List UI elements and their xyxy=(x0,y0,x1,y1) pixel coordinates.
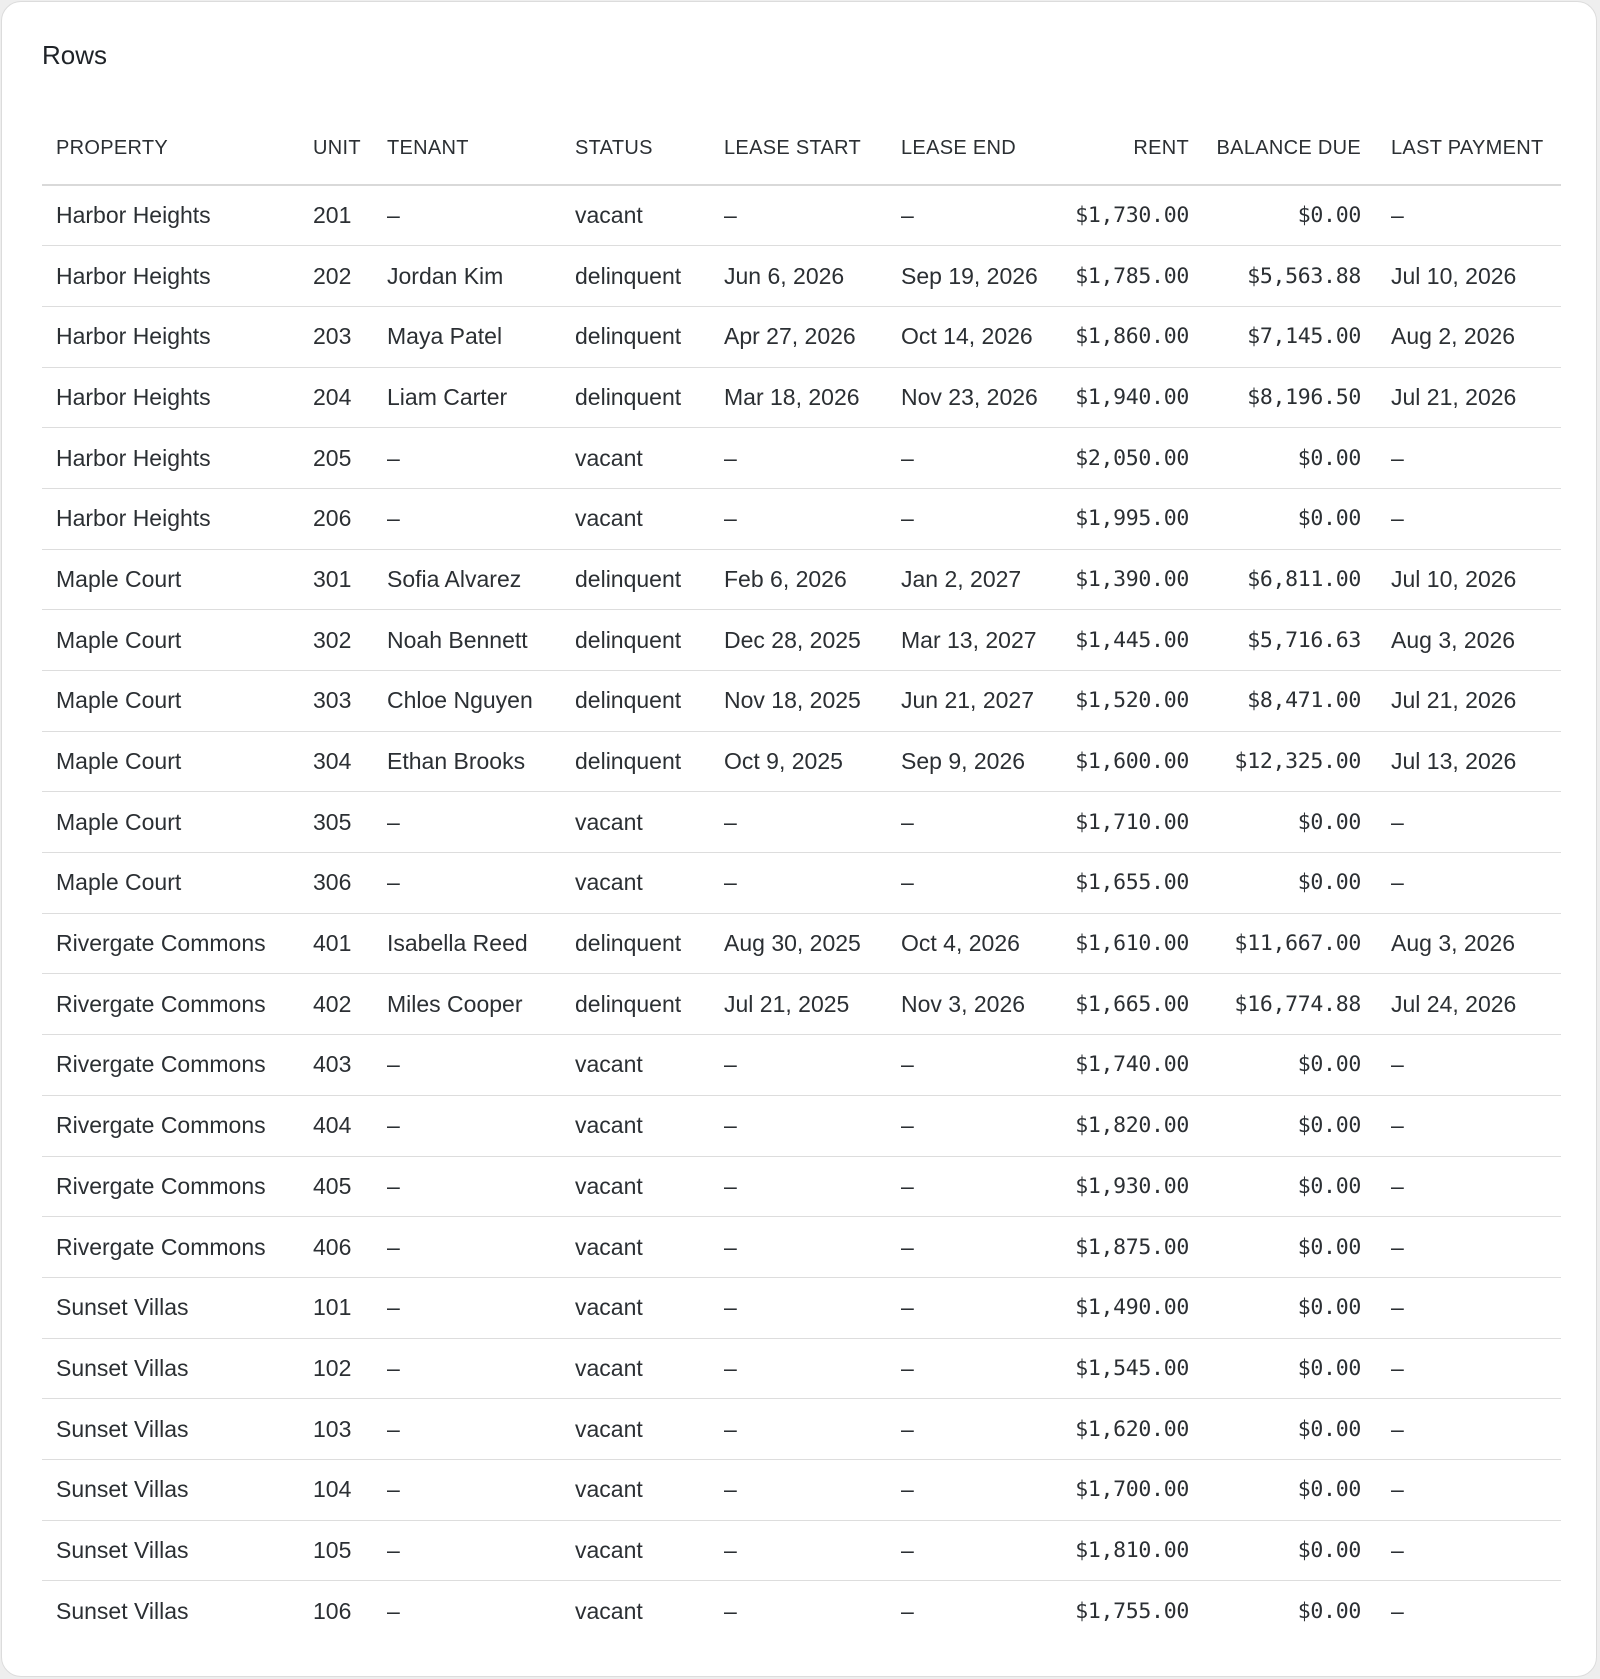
cell-lease-end: – xyxy=(887,1095,1064,1156)
cell-last-payment: Aug 2, 2026 xyxy=(1365,306,1561,367)
cell-rent: $1,600.00 xyxy=(1064,731,1193,792)
cell-status: delinquent xyxy=(561,246,710,307)
cell-balance-due: $0.00 xyxy=(1193,488,1365,549)
cell-last-payment: Jul 21, 2026 xyxy=(1365,671,1561,732)
cell-property: Sunset Villas xyxy=(42,1338,299,1399)
cell-unit: 104 xyxy=(299,1459,373,1520)
cell-rent: $1,665.00 xyxy=(1064,974,1193,1035)
cell-balance-due: $0.00 xyxy=(1193,1277,1365,1338)
cell-property: Maple Court xyxy=(42,549,299,610)
cell-rent: $1,710.00 xyxy=(1064,792,1193,853)
cell-property: Harbor Heights xyxy=(42,428,299,489)
cell-status: delinquent xyxy=(561,367,710,428)
cell-lease-start: Jun 6, 2026 xyxy=(710,246,887,307)
cell-lease-end: Mar 13, 2027 xyxy=(887,610,1064,671)
cell-lease-end: Sep 19, 2026 xyxy=(887,246,1064,307)
cell-lease-start: Feb 6, 2026 xyxy=(710,549,887,610)
cell-lease-end: Jun 21, 2027 xyxy=(887,671,1064,732)
cell-lease-start: – xyxy=(710,1095,887,1156)
cell-balance-due: $0.00 xyxy=(1193,1035,1365,1096)
cell-unit: 402 xyxy=(299,974,373,1035)
column-header-property[interactable]: PROPERTY xyxy=(42,113,299,185)
column-header-last-payment[interactable]: LAST PAYMENT xyxy=(1365,113,1561,185)
cell-unit: 301 xyxy=(299,549,373,610)
table-row[interactable] xyxy=(42,488,1561,549)
cell-tenant: Chloe Nguyen xyxy=(373,671,561,732)
cell-tenant: – xyxy=(373,1520,561,1581)
cell-tenant: – xyxy=(373,1035,561,1096)
table-row[interactable] xyxy=(42,306,1561,367)
cell-unit: 405 xyxy=(299,1156,373,1217)
cell-rent: $1,810.00 xyxy=(1064,1520,1193,1581)
cell-property: Sunset Villas xyxy=(42,1520,299,1581)
cell-tenant: – xyxy=(373,1399,561,1460)
cell-lease-end: – xyxy=(901,1597,914,1624)
cell-balance-due: $8,196.50 xyxy=(1193,367,1365,428)
table-row[interactable] xyxy=(42,1035,1561,1096)
cell-lease-start: – xyxy=(710,1035,887,1096)
table-row[interactable] xyxy=(42,974,1561,1035)
cell-tenant: – xyxy=(387,1597,400,1624)
cell-last-payment: – xyxy=(1365,428,1561,489)
cell-tenant: Sofia Alvarez xyxy=(373,549,561,610)
cell-lease-start: – xyxy=(710,1217,887,1278)
table-row[interactable] xyxy=(42,853,1561,914)
cell-rent: $1,740.00 xyxy=(1064,1035,1193,1096)
cell-lease-end: Oct 4, 2026 xyxy=(887,913,1064,974)
cell-property: Harbor Heights xyxy=(42,306,299,367)
cell-last-payment: – xyxy=(1365,488,1561,549)
cell-last-payment: – xyxy=(1365,1277,1561,1338)
column-header-unit[interactable]: UNIT xyxy=(299,113,373,185)
cell-property: Harbor Heights xyxy=(42,246,299,307)
cell-lease-start: Dec 28, 2025 xyxy=(710,610,887,671)
cell-tenant: – xyxy=(373,488,561,549)
cell-property: Maple Court xyxy=(42,671,299,732)
cell-tenant: – xyxy=(373,853,561,914)
cell-unit: 102 xyxy=(299,1338,373,1399)
table-row[interactable] xyxy=(42,1581,1561,1642)
table-row[interactable] xyxy=(42,1217,1561,1278)
cell-property: Sunset Villas xyxy=(42,1399,299,1460)
cell-tenant: – xyxy=(373,1338,561,1399)
cell-status: vacant xyxy=(561,1399,710,1460)
cell-lease-start: Jul 21, 2025 xyxy=(710,974,887,1035)
cell-unit: 401 xyxy=(299,913,373,974)
cell-tenant: Jordan Kim xyxy=(373,246,561,307)
cell-balance-due: $7,145.00 xyxy=(1193,306,1365,367)
cell-lease-end: – xyxy=(887,1217,1064,1278)
cell-rent: $1,520.00 xyxy=(1064,671,1193,732)
cell-status: delinquent xyxy=(561,974,710,1035)
cell-status: delinquent xyxy=(561,731,710,792)
cell-last-payment: – xyxy=(1365,853,1561,914)
cell-balance-due: $0.00 xyxy=(1193,1095,1365,1156)
cell-unit: 206 xyxy=(299,488,373,549)
cell-lease-start: – xyxy=(710,185,887,246)
cell-lease-start: Nov 18, 2025 xyxy=(710,671,887,732)
cell-unit: 101 xyxy=(299,1277,373,1338)
cell-status: delinquent xyxy=(561,913,710,974)
cell-balance-due: $16,774.88 xyxy=(1193,974,1365,1035)
cell-balance-due: $0.00 xyxy=(1193,1459,1365,1520)
table-row[interactable] xyxy=(42,246,1561,307)
table-row[interactable] xyxy=(42,185,1561,246)
cell-status: vacant xyxy=(561,1277,710,1338)
cell-property: Maple Court xyxy=(42,853,299,914)
cell-tenant: – xyxy=(373,428,561,489)
cell-unit: 203 xyxy=(299,306,373,367)
cell-lease-start: – xyxy=(710,1156,887,1217)
table-row[interactable] xyxy=(42,428,1561,489)
cell-lease-end: Nov 23, 2026 xyxy=(887,367,1064,428)
cell-status: delinquent xyxy=(561,671,710,732)
cell-lease-start: Mar 18, 2026 xyxy=(710,367,887,428)
cell-balance-due: $0.00 xyxy=(1193,428,1365,489)
table-row[interactable] xyxy=(42,792,1561,853)
cell-last-payment: – xyxy=(1365,1399,1561,1460)
cell-rent: $1,875.00 xyxy=(1064,1217,1193,1278)
cell-lease-start: – xyxy=(710,428,887,489)
cell-tenant: Isabella Reed xyxy=(373,913,561,974)
cell-lease-end: Oct 14, 2026 xyxy=(887,306,1064,367)
cell-lease-end: – xyxy=(887,488,1064,549)
cell-lease-start: – xyxy=(724,1597,737,1624)
cell-tenant: Liam Carter xyxy=(373,367,561,428)
cell-last-payment: Aug 3, 2026 xyxy=(1365,610,1561,671)
column-header-status[interactable]: STATUS xyxy=(561,113,710,185)
cell-rent: $2,050.00 xyxy=(1064,428,1193,489)
cell-last-payment: Jul 10, 2026 xyxy=(1365,549,1561,610)
table-row[interactable] xyxy=(42,671,1561,732)
cell-status: vacant xyxy=(561,1338,710,1399)
cell-lease-end: – xyxy=(887,185,1064,246)
cell-unit: 403 xyxy=(299,1035,373,1096)
cell-status: vacant xyxy=(575,1597,643,1624)
cell-tenant: – xyxy=(373,1217,561,1278)
cell-tenant: Noah Bennett xyxy=(373,610,561,671)
table-row[interactable] xyxy=(42,610,1561,671)
cell-status: delinquent xyxy=(561,549,710,610)
cell-rent: $1,785.00 xyxy=(1064,246,1193,307)
table-body xyxy=(42,185,1561,1642)
cell-property: Sunset Villas xyxy=(42,1459,299,1520)
cell-balance-due: $5,563.88 xyxy=(1193,246,1365,307)
cell-status: delinquent xyxy=(561,306,710,367)
column-header-balance-due[interactable]: BALANCE DUE xyxy=(1193,113,1365,185)
cell-lease-end: – xyxy=(887,1156,1064,1217)
cell-unit: 406 xyxy=(299,1217,373,1278)
cell-unit: 103 xyxy=(299,1399,373,1460)
cell-lease-end: – xyxy=(887,1338,1064,1399)
cell-unit: 305 xyxy=(299,792,373,853)
cell-unit: 106 xyxy=(313,1597,352,1624)
cell-unit: 302 xyxy=(299,610,373,671)
column-header-lease-start[interactable]: LEASE START xyxy=(710,113,887,185)
cell-last-payment: – xyxy=(1365,1338,1561,1399)
cell-last-payment: Jul 10, 2026 xyxy=(1365,246,1561,307)
cell-balance-due: $0.00 xyxy=(1193,1156,1365,1217)
cell-last-payment: – xyxy=(1365,1156,1561,1217)
cell-unit: 303 xyxy=(299,671,373,732)
cell-tenant: Ethan Brooks xyxy=(373,731,561,792)
cell-tenant: – xyxy=(373,185,561,246)
cell-balance-due: $0.00 xyxy=(1193,1338,1365,1399)
cell-last-payment: – xyxy=(1365,1520,1561,1581)
cell-last-payment: – xyxy=(1391,1597,1404,1624)
table-row[interactable] xyxy=(42,367,1561,428)
table-row[interactable] xyxy=(42,1459,1561,1520)
cell-lease-end: Jan 2, 2027 xyxy=(887,549,1064,610)
table-row[interactable] xyxy=(42,1156,1561,1217)
cell-last-payment: Jul 13, 2026 xyxy=(1365,731,1561,792)
cell-status: vacant xyxy=(561,428,710,489)
cell-last-payment: Aug 3, 2026 xyxy=(1365,913,1561,974)
cell-status: vacant xyxy=(561,1459,710,1520)
cell-balance-due: $8,471.00 xyxy=(1193,671,1365,732)
cell-lease-end: – xyxy=(887,1399,1064,1460)
cell-rent: $1,700.00 xyxy=(1064,1459,1193,1520)
table-row[interactable] xyxy=(42,731,1561,792)
cell-unit: 404 xyxy=(299,1095,373,1156)
cell-tenant: – xyxy=(373,1277,561,1338)
cell-lease-start: – xyxy=(710,853,887,914)
table-row[interactable] xyxy=(42,1095,1561,1156)
cell-last-payment: – xyxy=(1365,185,1561,246)
cell-lease-end: – xyxy=(887,853,1064,914)
cell-property: Rivergate Commons xyxy=(42,1156,299,1217)
cell-last-payment: – xyxy=(1365,1035,1561,1096)
cell-rent: $1,610.00 xyxy=(1064,913,1193,974)
cell-status: vacant xyxy=(561,185,710,246)
cell-rent: $1,860.00 xyxy=(1064,306,1193,367)
cell-lease-end: – xyxy=(887,1520,1064,1581)
cell-last-payment: – xyxy=(1365,792,1561,853)
cell-property: Rivergate Commons xyxy=(42,1035,299,1096)
cell-status: vacant xyxy=(561,1520,710,1581)
cell-status: delinquent xyxy=(561,610,710,671)
cell-property: Maple Court xyxy=(42,610,299,671)
cell-balance-due: $0.00 xyxy=(1193,1217,1365,1278)
cell-balance-due: $0.00 xyxy=(1193,1399,1365,1460)
cell-lease-start: – xyxy=(710,488,887,549)
table-header-row xyxy=(42,113,1561,185)
cell-unit: 304 xyxy=(299,731,373,792)
cell-property: Harbor Heights xyxy=(42,488,299,549)
cell-status: vacant xyxy=(561,1035,710,1096)
cell-rent: $1,490.00 xyxy=(1064,1277,1193,1338)
cell-rent: $1,445.00 xyxy=(1064,610,1193,671)
cell-lease-end: – xyxy=(887,1035,1064,1096)
cell-lease-end: Nov 3, 2026 xyxy=(887,974,1064,1035)
cell-rent: $1,755.00 xyxy=(1075,1598,1189,1624)
cell-property: Harbor Heights xyxy=(42,185,299,246)
cell-tenant: – xyxy=(373,1156,561,1217)
cell-last-payment: – xyxy=(1365,1217,1561,1278)
cell-lease-start: Oct 9, 2025 xyxy=(710,731,887,792)
cell-property: Rivergate Commons xyxy=(42,1217,299,1278)
cell-balance-due: $0.00 xyxy=(1297,1598,1361,1624)
cell-balance-due: $0.00 xyxy=(1193,185,1365,246)
column-header-lease-end[interactable]: LEASE END xyxy=(887,113,1064,185)
panel-title: Rows xyxy=(42,40,108,70)
cell-unit: 306 xyxy=(299,853,373,914)
cell-property: Rivergate Commons xyxy=(42,1095,299,1156)
cell-property: Rivergate Commons xyxy=(42,913,299,974)
cell-unit: 202 xyxy=(299,246,373,307)
cell-property: Sunset Villas xyxy=(56,1597,189,1624)
cell-rent: $1,730.00 xyxy=(1064,185,1193,246)
cell-lease-start: – xyxy=(710,1277,887,1338)
cell-lease-end: – xyxy=(887,1459,1064,1520)
cell-lease-end: – xyxy=(887,428,1064,489)
cell-unit: 201 xyxy=(299,185,373,246)
cell-status: vacant xyxy=(561,1156,710,1217)
cell-property: Rivergate Commons xyxy=(42,974,299,1035)
rows-table xyxy=(42,113,1561,1642)
cell-status: vacant xyxy=(561,853,710,914)
table-row[interactable] xyxy=(42,913,1561,974)
cell-balance-due: $12,325.00 xyxy=(1193,731,1365,792)
cell-status: vacant xyxy=(561,1095,710,1156)
column-header-rent[interactable]: RENT xyxy=(1064,113,1193,185)
cell-unit: 204 xyxy=(299,367,373,428)
cell-lease-start: – xyxy=(710,1459,887,1520)
cell-lease-start: – xyxy=(710,792,887,853)
cell-balance-due: $6,811.00 xyxy=(1193,549,1365,610)
cell-rent: $1,930.00 xyxy=(1064,1156,1193,1217)
cell-lease-start: Apr 27, 2026 xyxy=(710,306,887,367)
cell-unit: 205 xyxy=(299,428,373,489)
cell-rent: $1,390.00 xyxy=(1064,549,1193,610)
cell-balance-due: $0.00 xyxy=(1193,853,1365,914)
cell-property: Sunset Villas xyxy=(42,1277,299,1338)
column-header-tenant[interactable]: TENANT xyxy=(373,113,561,185)
table-row[interactable] xyxy=(42,1338,1561,1399)
table-row[interactable] xyxy=(42,1520,1561,1581)
cell-property: Maple Court xyxy=(42,731,299,792)
cell-lease-end: Sep 9, 2026 xyxy=(887,731,1064,792)
table-row[interactable] xyxy=(42,1277,1561,1338)
cell-rent: $1,545.00 xyxy=(1064,1338,1193,1399)
cell-balance-due: $5,716.63 xyxy=(1193,610,1365,671)
cell-tenant: Miles Cooper xyxy=(373,974,561,1035)
cell-rent: $1,655.00 xyxy=(1064,853,1193,914)
cell-tenant: – xyxy=(373,1095,561,1156)
cell-rent: $1,995.00 xyxy=(1064,488,1193,549)
cell-rent: $1,940.00 xyxy=(1064,367,1193,428)
cell-balance-due: $11,667.00 xyxy=(1193,913,1365,974)
table-row[interactable] xyxy=(42,1399,1561,1460)
cell-last-payment: – xyxy=(1365,1459,1561,1520)
cell-last-payment: Jul 24, 2026 xyxy=(1365,974,1561,1035)
cell-lease-start: Aug 30, 2025 xyxy=(710,913,887,974)
cell-rent: $1,820.00 xyxy=(1064,1095,1193,1156)
cell-balance-due: $0.00 xyxy=(1193,792,1365,853)
cell-last-payment: – xyxy=(1365,1095,1561,1156)
cell-last-payment: Jul 21, 2026 xyxy=(1365,367,1561,428)
cell-status: vacant xyxy=(561,792,710,853)
cell-rent: $1,620.00 xyxy=(1064,1399,1193,1460)
cell-lease-start: – xyxy=(710,1399,887,1460)
cell-property: Maple Court xyxy=(42,792,299,853)
cell-lease-end: – xyxy=(887,792,1064,853)
cell-status: vacant xyxy=(561,1217,710,1278)
cell-tenant: – xyxy=(373,792,561,853)
rows-panel xyxy=(1,1,1597,1677)
cell-unit: 105 xyxy=(299,1520,373,1581)
cell-balance-due: $0.00 xyxy=(1193,1520,1365,1581)
cell-property: Harbor Heights xyxy=(42,367,299,428)
cell-lease-start: – xyxy=(710,1520,887,1581)
cell-tenant: – xyxy=(373,1459,561,1520)
cell-lease-end: – xyxy=(887,1277,1064,1338)
cell-status: vacant xyxy=(561,488,710,549)
cell-lease-start: – xyxy=(710,1338,887,1399)
table-row[interactable] xyxy=(42,549,1561,610)
cell-tenant: Maya Patel xyxy=(373,306,561,367)
